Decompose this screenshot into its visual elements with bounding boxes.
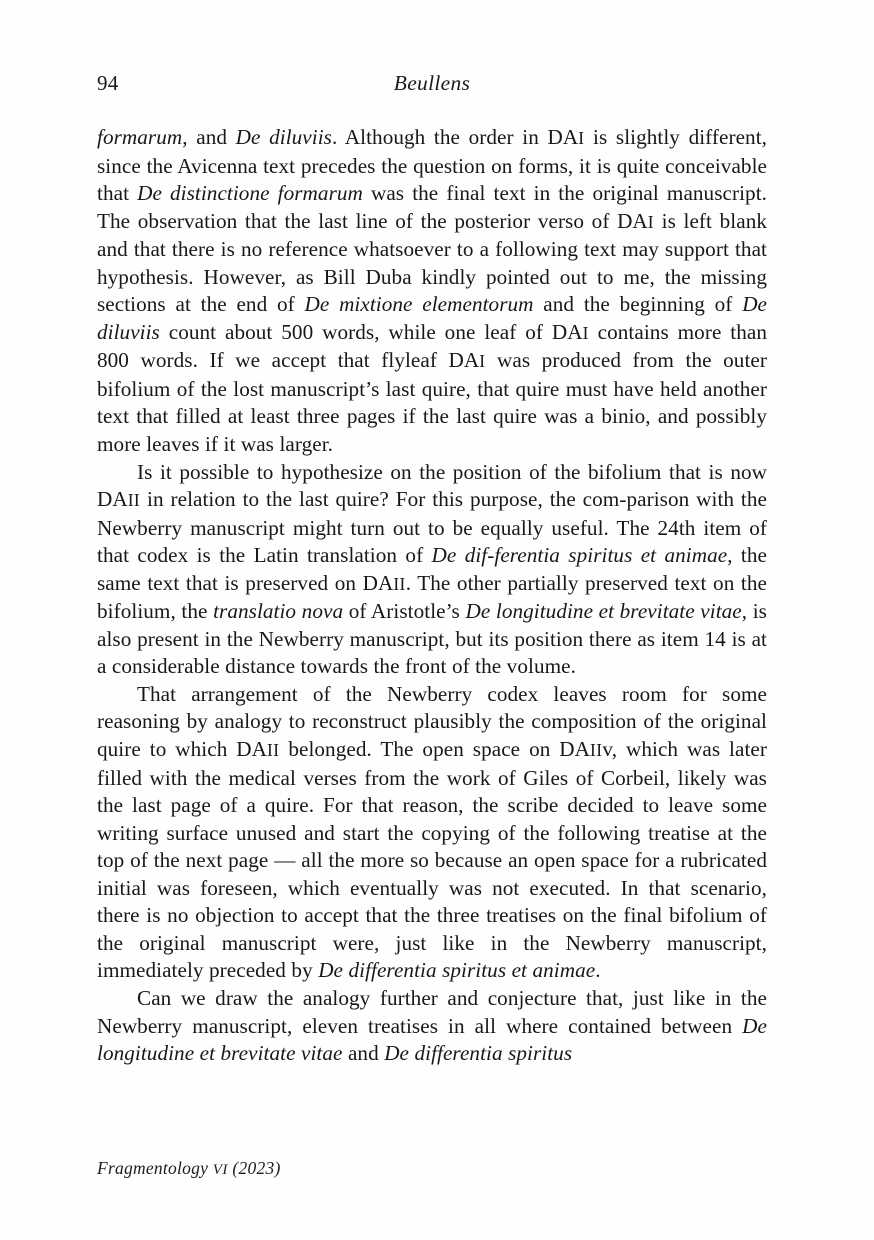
page-number: 94 [97, 71, 119, 95]
siglum-numeral: I [582, 323, 589, 343]
siglum-numeral: II [590, 741, 603, 761]
siglum-numeral: II [127, 491, 141, 511]
siglum-numeral: I [479, 352, 486, 372]
body-text-block [97, 124, 767, 1068]
paragraph-3: That arrangement of the Newberry codex leaves room for some reasoning by analogy to reconstruct plausibly the composition of the original quire to which DAII belonged. The open space on DAIIv, which was later filled with the medical verses from the work of Giles of Corbeil, likely was the last page of a quire. For that reason, the scribe decided to leave some writing surface unused and start the copying of the following treatise at the top of the next page — all the more so because an open space for a rubricated initial was foreseen, which eventually was not executed. In that scenario, there is no objection to accept that the three treatises on the final bifolium of the original manuscript were, just like in the Newberry manuscript, immediately preceded by De differentia spiritus et animae. [97, 681, 767, 983]
paragraph-2: Is it possible to hypothesize on the position of the bifolium that is now DAII in relation to the last quire? For this purpose, the com‑parison with the Newberry manuscript might turn out to be equally useful. The 24th item of that codex is the Latin translation of De dif‑ferentia spiritus et animae, the same text that is preserved on DAII. The other partially preserved text on the bifolium, the translatio nova of Aristotle’s De longitudine et brevitate vitae, is also present in the Newberry manuscript, but its position there as item 14 is at a considerable distance towards the front of the volume. [97, 459, 767, 679]
paragraph-4: Can we draw the analogy further and conjecture that, just like in the Newberry manuscript, eleven treatises in all where contained between De longitudine et brevitate vitae and De differentia spiritus [97, 985, 767, 1066]
running-head [97, 70, 767, 100]
running-head-title: Beullens [393, 71, 471, 95]
footer-volume: VI [212, 1162, 228, 1178]
footer-year: (2023) [232, 1158, 281, 1178]
paragraph-1: formarum, and De diluviis. Although the order in DAI is slightly different, since the Avicenna text precedes the question on forms, it is quite conceivable that De distinctione formarum was the final text in the original manuscript. The observation that the last line of the posterior verso of DAI is left blank and that there is no reference whatsoever to a following text may support that hypothesis. However, as Bill Duba kindly pointed out to me, the missing sections at the end of De mixtione elementorum and the beginning of De diluviis count about 500 words, while one leaf of DAI contains more than 800 words. If we accept that flyleaf DAI was produced from the outer bifolium of the lost manuscript’s last quire, that quire must have held another text that filled at least three pages if the last quire was a binio, and possibly more leaves if it was larger. [97, 125, 768, 457]
footer-journal-title: Fragmentology [97, 1158, 209, 1178]
siglum-numeral: II [267, 741, 280, 761]
siglum-numeral: I [578, 129, 585, 148]
siglum-numeral: II [393, 574, 406, 594]
footer-citation [97, 1157, 767, 1181]
siglum-numeral: I [647, 212, 654, 232]
